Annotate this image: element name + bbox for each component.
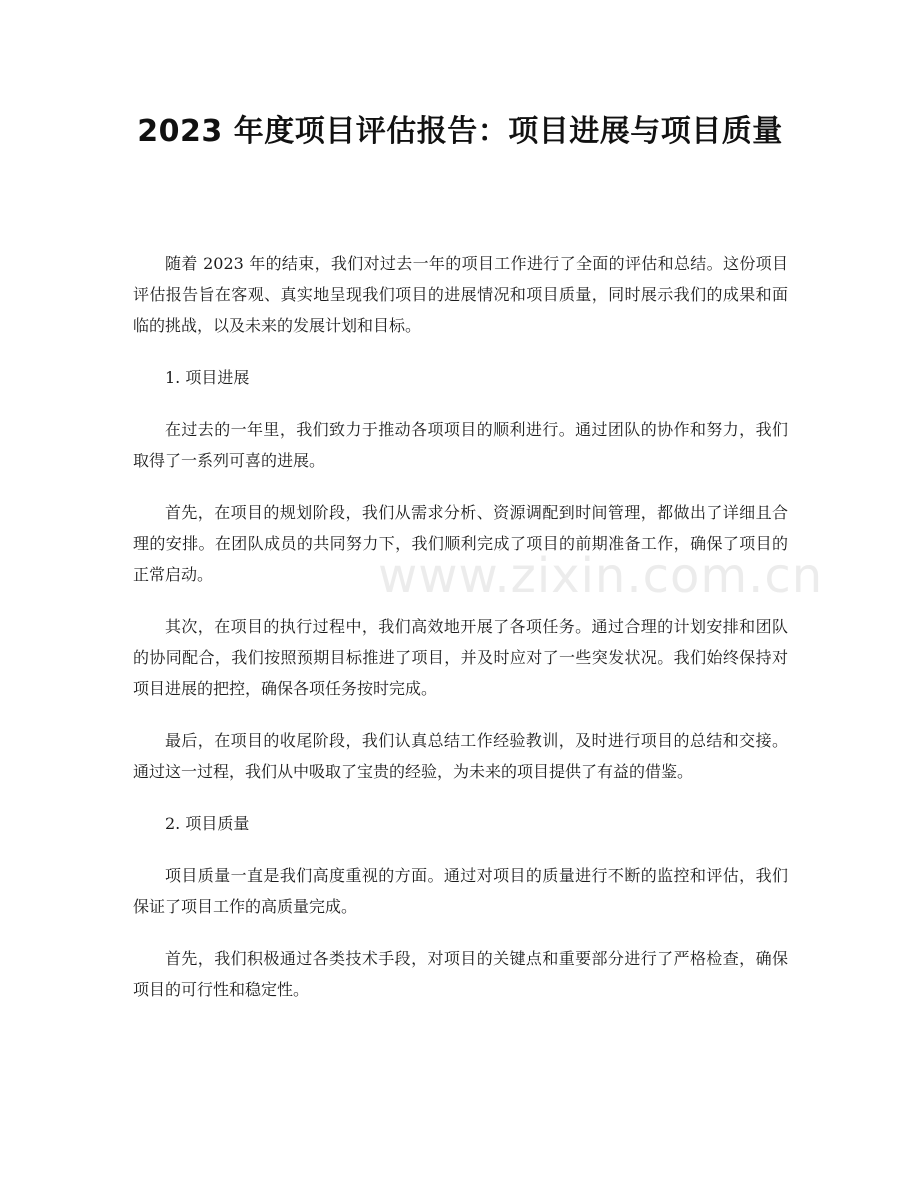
document-title: 2023 年度项目评估报告：项目进展与项目质量 — [137, 114, 783, 149]
section-heading-quality: 2. 项目质量 — [165, 814, 250, 833]
paragraph: 首先，在项目的规划阶段，我们从需求分析、资源调配到时间管理，都做出了详细且合理的安排。在团队成员的共同努力下，我们顺利完成了项目的前期准备工作，确保了项目的正常启动。 — [133, 503, 788, 584]
intro-paragraph: 随着 2023 年的结束，我们对过去一年的项目工作进行了全面的评估和总结。这份项目评估报告旨在客观、真实地呈现我们项目的进展情况和项目质量，同时展示我们的成果和面临的挑战，以及未来的发展计划和目标。 — [133, 254, 788, 335]
watermark: www.zixin.com.cn — [378, 548, 824, 604]
paragraph: 最后，在项目的收尾阶段，我们认真总结工作经验教训，及时进行项目的总结和交接。通过这一过程，我们从中吸取了宝贵的经验，为未来的项目提供了有益的借鉴。 — [133, 731, 788, 781]
paragraph: 其次，在项目的执行过程中，我们高效地开展了各项任务。通过合理的计划安排和团队的协同配合，我们按照预期目标推进了项目，并及时应对了一些突发状况。我们始终保持对项目进展的把控，确保各项任务按时完成。 — [133, 617, 788, 698]
paragraph: 首先，我们积极通过各类技术手段，对项目的关键点和重要部分进行了严格检查，确保项目的可行性和稳定性。 — [133, 949, 788, 999]
paragraph: 项目质量一直是我们高度重视的方面。通过对项目的质量进行不断的监控和评估，我们保证了项目工作的高质量完成。 — [133, 866, 788, 916]
paragraph: 在过去的一年里，我们致力于推动各项项目的顺利进行。通过团队的协作和努力，我们取得了一系列可喜的进展。 — [133, 420, 788, 470]
section-heading-progress: 1. 项目进展 — [165, 368, 250, 387]
document-body — [133, 248, 788, 1026]
